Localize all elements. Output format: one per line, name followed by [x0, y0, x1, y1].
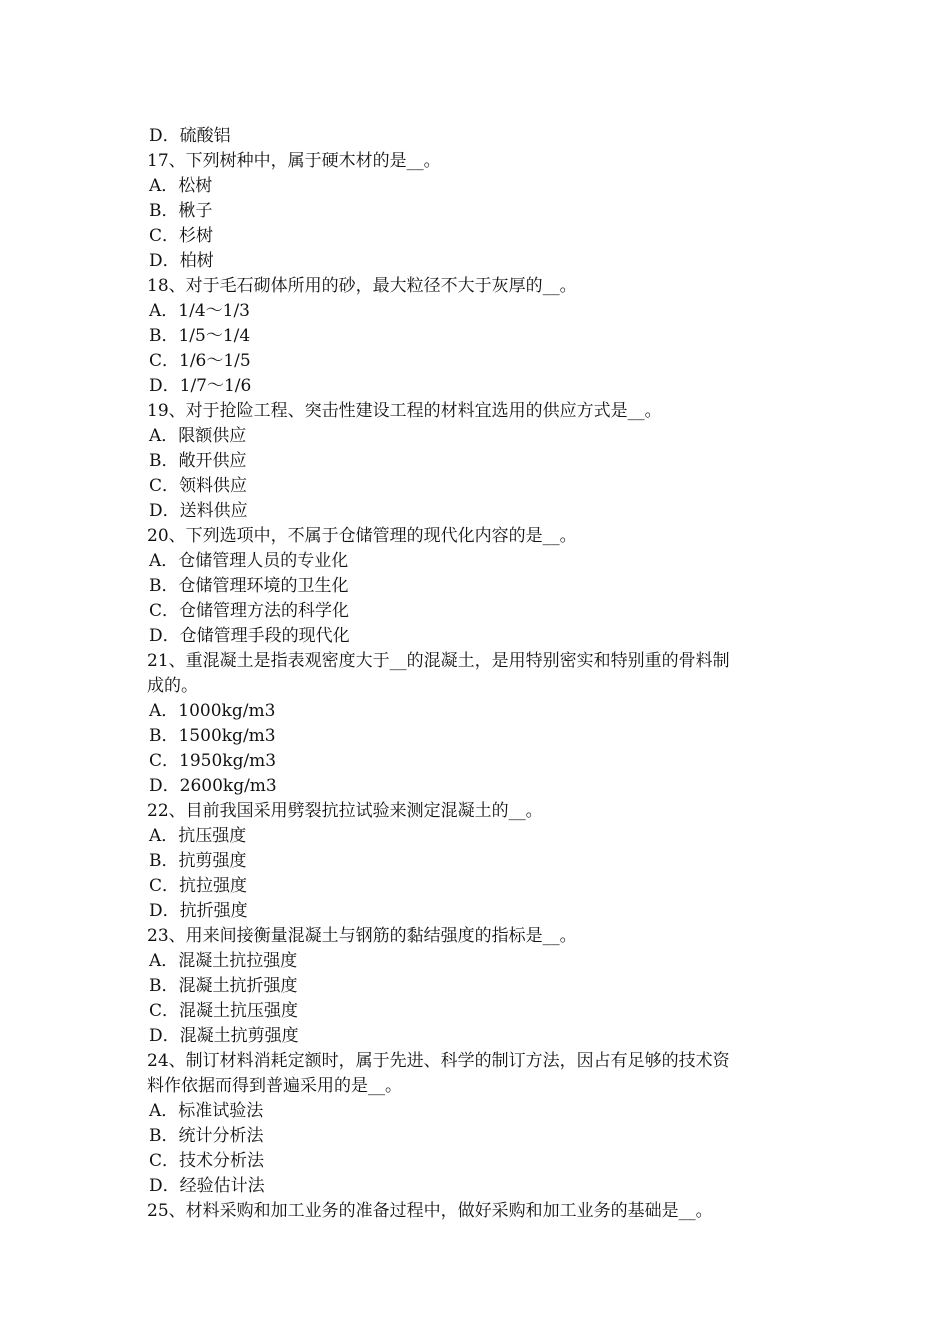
answer-option: C．1950kg/m3 — [149, 751, 277, 771]
answer-option: D．仓储管理手段的现代化 — [149, 626, 350, 646]
answer-option: D．送料供应 — [149, 501, 248, 521]
answer-option: C．领料供应 — [149, 476, 248, 496]
answer-option: B．敞开供应 — [149, 451, 247, 471]
question-text: 25、材料采购和加工业务的准备过程中，做好采购和加工业务的基础是__。 — [147, 1201, 713, 1221]
answer-option: C．抗拉强度 — [149, 876, 248, 896]
answer-option: D．经验估计法 — [149, 1176, 265, 1196]
answer-option: B．统计分析法 — [149, 1126, 264, 1146]
question-text: 22、目前我国采用劈裂抗拉试验来测定混凝土的__。 — [147, 801, 543, 821]
question-text: 17、下列树种中，属于硬木材的是__。 — [147, 151, 441, 171]
answer-option: A．松树 — [149, 176, 213, 196]
answer-option: A．1000kg/m3 — [149, 701, 276, 721]
answer-option: D．柏树 — [149, 251, 214, 271]
answer-option: C．技术分析法 — [149, 1151, 265, 1171]
answer-option: C．仓储管理方法的科学化 — [149, 601, 350, 621]
answer-option: A．抗压强度 — [149, 826, 247, 846]
answer-option: D．1/7～1/6 — [149, 376, 252, 396]
answer-option: B．仓储管理环境的卫生化 — [149, 576, 349, 596]
answer-option: A．1/4～1/3 — [149, 301, 250, 321]
question-text: 21、重混凝土是指表观密度大于__的混凝土，是用特别密实和特别重的骨料制 — [147, 651, 730, 671]
question-text: 20、下列选项中，不属于仓储管理的现代化内容的是__。 — [147, 526, 577, 546]
question-text: 23、用来间接衡量混凝土与钢筋的黏结强度的指标是__。 — [147, 926, 577, 946]
answer-option: C．杉树 — [149, 226, 214, 246]
answer-option: B．抗剪强度 — [149, 851, 247, 871]
answer-option: D．2600kg/m3 — [149, 776, 277, 796]
answer-option: A．标准试验法 — [149, 1101, 264, 1121]
answer-option: B．1500kg/m3 — [149, 726, 276, 746]
answer-option: D．抗折强度 — [149, 901, 248, 921]
document-page — [147, 124, 817, 1224]
answer-option: B．楸子 — [149, 201, 213, 221]
answer-option: D．硫酸铝 — [149, 126, 231, 146]
question-text: 料作依据而得到普遍采用的是__。 — [147, 1076, 402, 1096]
answer-option: C．混凝土抗压强度 — [149, 1001, 299, 1021]
answer-option: A．仓储管理人员的专业化 — [149, 551, 349, 571]
question-text: 19、对于抢险工程、突击性建设工程的材料宜选用的供应方式是__。 — [147, 401, 662, 421]
question-text: 24、制订材料消耗定额时，属于先进、科学的制订方法，因占有足够的技术资 — [147, 1051, 730, 1071]
answer-option: D．混凝土抗剪强度 — [149, 1026, 299, 1046]
question-text: 成的。 — [147, 676, 198, 696]
answer-option: C．1/6～1/5 — [149, 351, 251, 371]
answer-option: B．1/5～1/4 — [149, 326, 251, 346]
answer-option: A．限额供应 — [149, 426, 247, 446]
answer-option: B．混凝土抗折强度 — [149, 976, 298, 996]
answer-option: A．混凝土抗拉强度 — [149, 951, 298, 971]
question-text: 18、对于毛石砌体所用的砂，最大粒径不大于灰厚的__。 — [147, 276, 577, 296]
